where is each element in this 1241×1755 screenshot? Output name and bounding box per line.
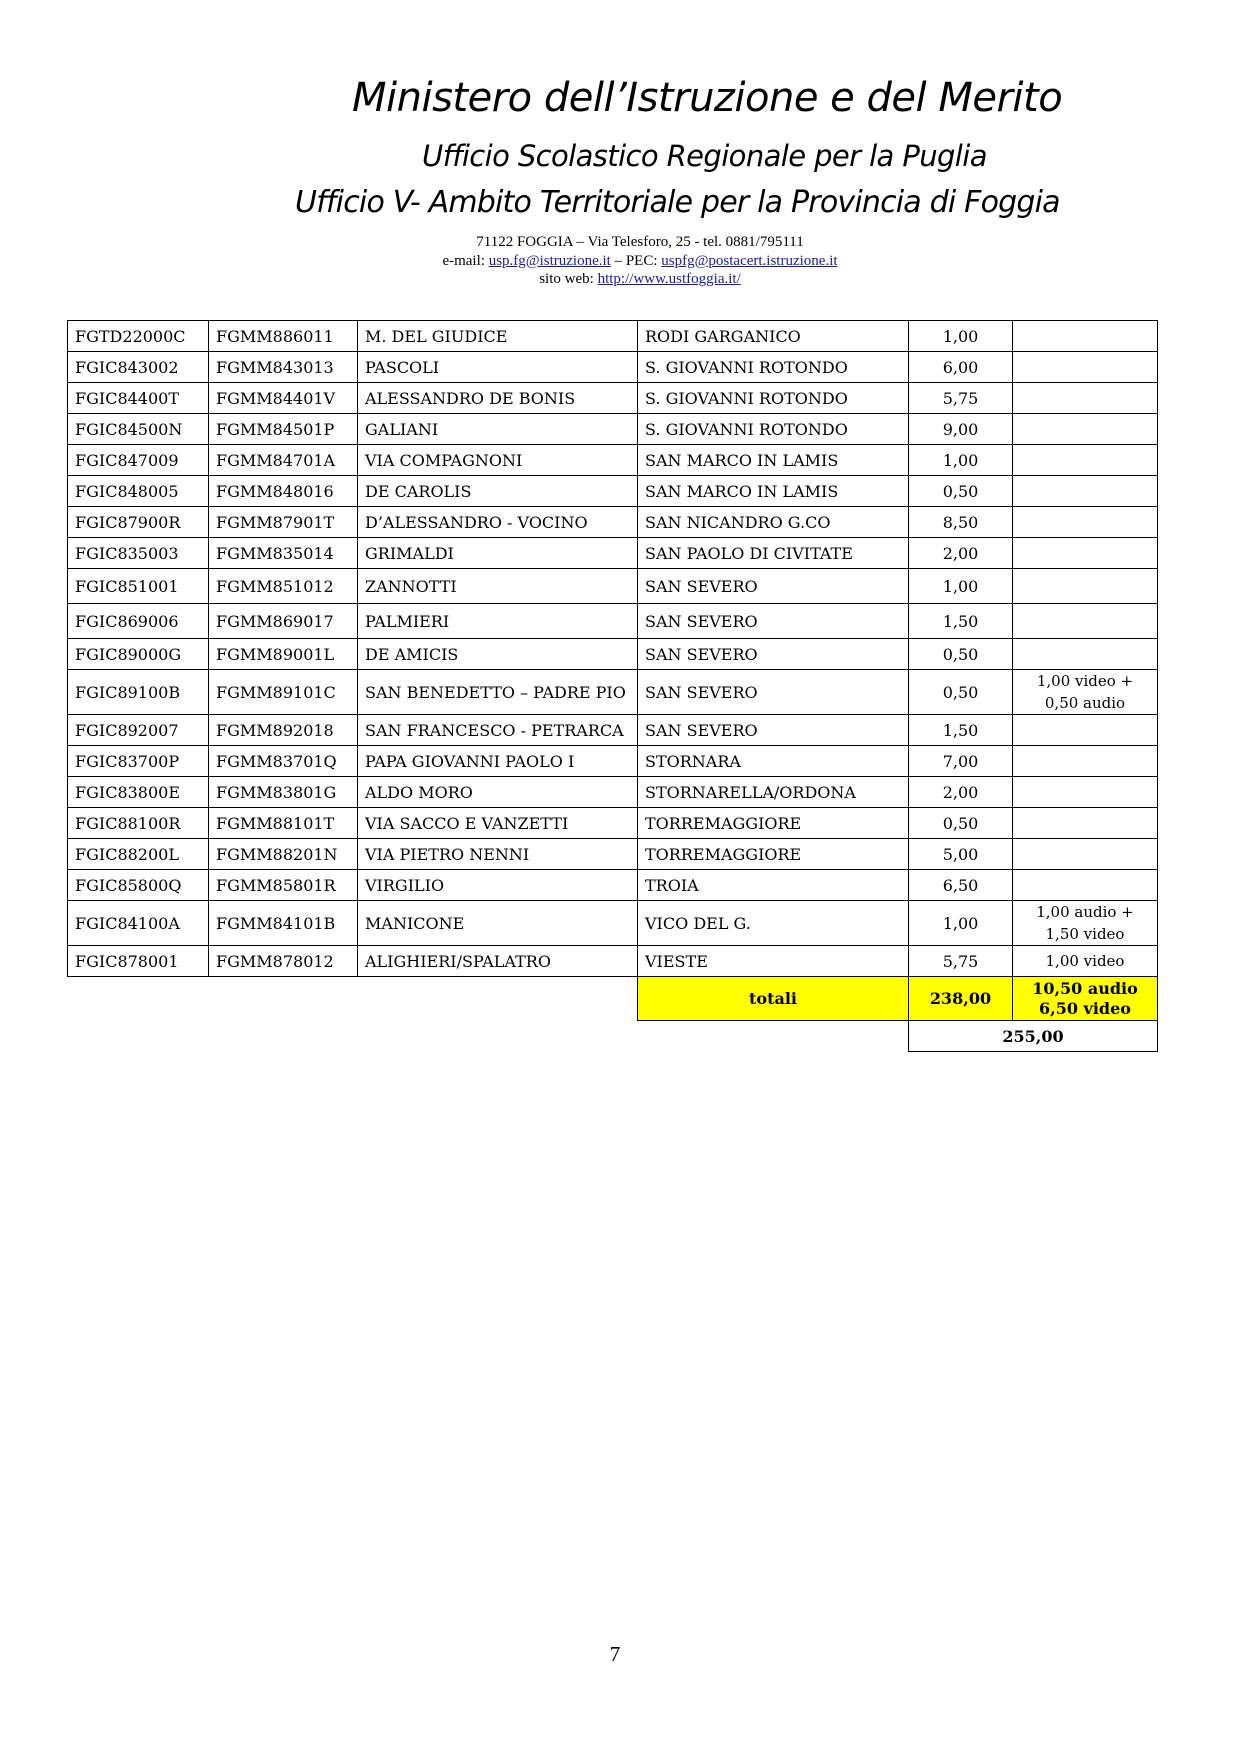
- table-row: [68, 476, 1158, 507]
- school-name: ALESSANDRO DE BONIS: [358, 383, 638, 414]
- school-name: GRIMALDI: [358, 538, 638, 569]
- city: STORNARELLA/ORDONA: [638, 777, 909, 808]
- school-name: PALMIERI: [358, 604, 638, 639]
- institute-code: FGIC88100R: [68, 808, 209, 839]
- website-line: [300, 270, 980, 289]
- school-code: FGMM84501P: [209, 414, 358, 445]
- institute-code: FGIC878001: [68, 946, 209, 977]
- totals-label: totali: [638, 977, 909, 1021]
- hours-value: 5,75: [909, 383, 1013, 414]
- note-cell: [1013, 321, 1158, 352]
- city: S. GIOVANNI ROTONDO: [638, 414, 909, 445]
- city: SAN MARCO IN LAMIS: [638, 445, 909, 476]
- table-row: [68, 777, 1158, 808]
- totals-row: [68, 977, 1158, 1021]
- institute-code: FGIC89000G: [68, 639, 209, 670]
- city: SAN SEVERO: [638, 715, 909, 746]
- grand-total-spacer: [68, 1021, 909, 1052]
- hours-value: 2,00: [909, 777, 1013, 808]
- city: S. GIOVANNI ROTONDO: [638, 383, 909, 414]
- table-row: [68, 352, 1158, 383]
- city: VICO DEL G.: [638, 901, 909, 946]
- institute-code: FGIC835003: [68, 538, 209, 569]
- totals-video: 6,50 video: [1039, 998, 1131, 1018]
- institute-code: FGIC848005: [68, 476, 209, 507]
- school-code: FGMM85801R: [209, 870, 358, 901]
- table-row: [68, 870, 1158, 901]
- city: SAN SEVERO: [638, 569, 909, 604]
- hours-value: 9,00: [909, 414, 1013, 445]
- school-name: M. DEL GIUDICE: [358, 321, 638, 352]
- table-row: [68, 538, 1158, 569]
- note-cell: [1013, 476, 1158, 507]
- hours-value: 5,75: [909, 946, 1013, 977]
- note-line-2: 1,50 video: [1045, 925, 1125, 943]
- school-code: FGMM83701Q: [209, 746, 358, 777]
- provincial-office: Ufficio V- Ambito Territoriale per la Provincia di Foggia: [295, 185, 1060, 220]
- note-cell: [1013, 569, 1158, 604]
- table-row: [68, 670, 1158, 715]
- school-name: D’ALESSANDRO - VOCINO: [358, 507, 638, 538]
- school-name: ALIGHIERI/SPALATRO: [358, 946, 638, 977]
- hours-value: 1,00: [909, 569, 1013, 604]
- school-code: FGMM892018: [209, 715, 358, 746]
- totals-media: [1013, 977, 1158, 1021]
- school-name: PAPA GIOVANNI PAOLO I: [358, 746, 638, 777]
- school-name: PASCOLI: [358, 352, 638, 383]
- table-row: [68, 321, 1158, 352]
- grand-total-row: [68, 1021, 1158, 1052]
- city: SAN NICANDRO G.CO: [638, 507, 909, 538]
- city: STORNARA: [638, 746, 909, 777]
- school-code: FGMM835014: [209, 538, 358, 569]
- hours-value: 0,50: [909, 639, 1013, 670]
- table-row: [68, 901, 1158, 946]
- school-code: FGMM878012: [209, 946, 358, 977]
- note-cell: [1013, 383, 1158, 414]
- note-cell: [1013, 414, 1158, 445]
- institute-code: FGIC851001: [68, 569, 209, 604]
- institute-code: FGIC869006: [68, 604, 209, 639]
- hours-value: 2,00: [909, 538, 1013, 569]
- city: TORREMAGGIORE: [638, 808, 909, 839]
- note-line-1: 1,00 video: [1045, 952, 1125, 970]
- institute-code: FGIC89100B: [68, 670, 209, 715]
- note-cell: [1013, 639, 1158, 670]
- city: SAN MARCO IN LAMIS: [638, 476, 909, 507]
- address-line: 71122 FOGGIA – Via Telesforo, 25 - tel. 0881/795111: [476, 234, 804, 250]
- hours-value: 6,50: [909, 870, 1013, 901]
- totals-audio: 10,50 audio: [1032, 978, 1138, 998]
- institute-code: FGIC843002: [68, 352, 209, 383]
- totals-value: 238,00: [909, 977, 1013, 1021]
- table-row: [68, 639, 1158, 670]
- hours-value: 0,50: [909, 670, 1013, 715]
- school-name: VIA SACCO E VANZETTI: [358, 808, 638, 839]
- school-name: GALIANI: [358, 414, 638, 445]
- school-code: FGMM886011: [209, 321, 358, 352]
- school-code: FGMM843013: [209, 352, 358, 383]
- table-row: [68, 414, 1158, 445]
- institute-code: FGTD22000C: [68, 321, 209, 352]
- table-row: [68, 839, 1158, 870]
- school-code: FGMM84101B: [209, 901, 358, 946]
- hours-value: 0,50: [909, 476, 1013, 507]
- email-link[interactable]: usp.fg@istruzione.it: [488, 253, 611, 269]
- school-code: FGMM87901T: [209, 507, 358, 538]
- city: RODI GARGANICO: [638, 321, 909, 352]
- school-name: DE CAROLIS: [358, 476, 638, 507]
- institute-code: FGIC88200L: [68, 839, 209, 870]
- school-name: SAN BENEDETTO – PADRE PIO: [358, 670, 638, 715]
- school-code: FGMM89101C: [209, 670, 358, 715]
- hours-value: 8,50: [909, 507, 1013, 538]
- school-code: FGMM848016: [209, 476, 358, 507]
- pec-label: – PEC:: [610, 253, 662, 269]
- institute-code: FGIC85800Q: [68, 870, 209, 901]
- hours-value: 1,00: [909, 321, 1013, 352]
- note-cell: [1013, 870, 1158, 901]
- hours-value: 6,00: [909, 352, 1013, 383]
- hours-value: 1,00: [909, 445, 1013, 476]
- institute-code: FGIC83700P: [68, 746, 209, 777]
- institute-code: FGIC847009: [68, 445, 209, 476]
- note-cell: [1013, 352, 1158, 383]
- table-row: [68, 715, 1158, 746]
- city: SAN SEVERO: [638, 670, 909, 715]
- note-line-1: 1,00 video +: [1036, 672, 1134, 690]
- institute-code: FGIC84100A: [68, 901, 209, 946]
- table-row: [68, 507, 1158, 538]
- website-link[interactable]: http://www.ustfoggia.it/: [597, 271, 741, 287]
- city: VIESTE: [638, 946, 909, 977]
- table-body: [68, 321, 1158, 1052]
- hours-value: 1,00: [909, 901, 1013, 946]
- school-code: FGMM88201N: [209, 839, 358, 870]
- grand-total: 255,00: [909, 1021, 1158, 1052]
- table-row: [68, 746, 1158, 777]
- note-cell: [1013, 777, 1158, 808]
- note-cell: [1013, 507, 1158, 538]
- city: SAN SEVERO: [638, 604, 909, 639]
- school-name: VIA PIETRO NENNI: [358, 839, 638, 870]
- school-name: MANICONE: [358, 901, 638, 946]
- regional-office: Ufficio Scolastico Regionale per la Puglia: [422, 139, 987, 173]
- institute-code: FGIC87900R: [68, 507, 209, 538]
- note-cell: [1013, 715, 1158, 746]
- pec-link[interactable]: uspfg@postacert.istruzione.it: [661, 253, 838, 269]
- school-name: VIA COMPAGNONI: [358, 445, 638, 476]
- table-row: [68, 808, 1158, 839]
- note-cell: [1013, 839, 1158, 870]
- note-cell: [1013, 604, 1158, 639]
- note-line-1: 1,00 audio +: [1036, 903, 1134, 921]
- school-code: FGMM84401V: [209, 383, 358, 414]
- note-cell: [1013, 901, 1158, 946]
- hours-value: 1,50: [909, 604, 1013, 639]
- ministry-title: Ministero dell’Istruzione e del Merito: [352, 75, 1063, 121]
- city: SAN PAOLO DI CIVITATE: [638, 538, 909, 569]
- note-cell: [1013, 670, 1158, 715]
- email-label: e-mail:: [442, 253, 489, 269]
- table-row: [68, 383, 1158, 414]
- web-label: sito web:: [539, 271, 598, 287]
- table-row: [68, 445, 1158, 476]
- table-row: [68, 569, 1158, 604]
- city: TROIA: [638, 870, 909, 901]
- school-code: FGMM89001L: [209, 639, 358, 670]
- school-code: FGMM851012: [209, 569, 358, 604]
- institute-code: FGIC84500N: [68, 414, 209, 445]
- hours-value: 5,00: [909, 839, 1013, 870]
- city: S. GIOVANNI ROTONDO: [638, 352, 909, 383]
- school-name: SAN FRANCESCO - PETRARCA: [358, 715, 638, 746]
- institute-code: FGIC892007: [68, 715, 209, 746]
- email-line: [300, 252, 980, 271]
- hours-value: 0,50: [909, 808, 1013, 839]
- hours-value: 1,50: [909, 715, 1013, 746]
- note-cell: [1013, 746, 1158, 777]
- note-cell: [1013, 538, 1158, 569]
- school-name: VIRGILIO: [358, 870, 638, 901]
- note-cell: [1013, 808, 1158, 839]
- totals-spacer: [68, 977, 638, 1021]
- note-cell: [1013, 445, 1158, 476]
- note-cell: [1013, 946, 1158, 977]
- table-row: [68, 946, 1158, 977]
- schools-table: [67, 320, 1158, 1052]
- school-code: FGMM869017: [209, 604, 358, 639]
- school-code: FGMM83801G: [209, 777, 358, 808]
- note-line-2: 0,50 audio: [1044, 694, 1126, 712]
- hours-value: 7,00: [909, 746, 1013, 777]
- city: TORREMAGGIORE: [638, 839, 909, 870]
- table-row: [68, 604, 1158, 639]
- school-name: DE AMICIS: [358, 639, 638, 670]
- school-name: ZANNOTTI: [358, 569, 638, 604]
- institute-code: FGIC83800E: [68, 777, 209, 808]
- page-number: 7: [609, 1642, 621, 1666]
- school-code: FGMM84701A: [209, 445, 358, 476]
- school-code: FGMM88101T: [209, 808, 358, 839]
- city: SAN SEVERO: [638, 639, 909, 670]
- school-name: ALDO MORO: [358, 777, 638, 808]
- institute-code: FGIC84400T: [68, 383, 209, 414]
